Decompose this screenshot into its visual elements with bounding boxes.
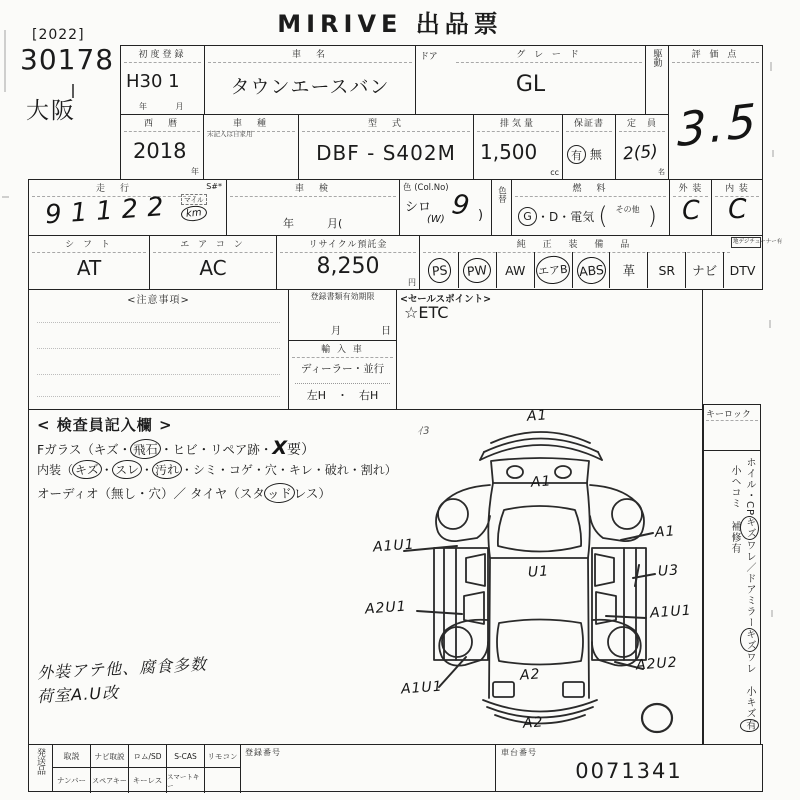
- fglass-circled-tobiishi: 飛石: [130, 438, 162, 460]
- damage-mark: A2: [522, 714, 545, 732]
- interior-sep1: ・: [100, 463, 113, 477]
- wheel-ware-mirror-label: ワレ／ドアミラー: [744, 540, 755, 629]
- notes-cell: [28, 289, 289, 410]
- spare-key-label: スペアキー: [92, 776, 127, 785]
- year-unit: 年: [191, 167, 199, 176]
- van-diagram: [29, 410, 704, 746]
- car-name-value: タウンエースバン: [230, 76, 390, 98]
- fglass-prefix: Fガラス（キズ・: [37, 442, 132, 457]
- import-handle-options: 左H ・ 右H: [306, 389, 379, 402]
- displacement-value: 1,500: [480, 140, 538, 164]
- equipment-item-abs: [572, 252, 610, 288]
- color-code-digit: 9: [449, 188, 472, 223]
- equipment-item-aw: [496, 252, 534, 288]
- grade-label: グ レ ー ド: [456, 46, 642, 63]
- shipping-item-torisetsu: [53, 745, 91, 768]
- color-cell: [399, 179, 492, 236]
- shipping-item-navi-torisetsu: [91, 745, 129, 768]
- inspector-header: < 検査員記入欄 >: [37, 416, 173, 434]
- interior-sep2: ・: [140, 463, 153, 477]
- capacity-cell: [615, 114, 669, 180]
- scan-artifact: [772, 150, 774, 157]
- registration-number-label: 登録番号: [245, 748, 281, 757]
- repair-label: 補修有: [729, 521, 740, 555]
- inspector-box: [28, 409, 703, 745]
- notes-ruled-line: [37, 348, 280, 349]
- number-plate-label: ナンバー: [56, 776, 87, 785]
- model-code-label: 型 式: [302, 115, 470, 132]
- auction-region: 大阪: [26, 98, 76, 124]
- scan-artifact: [4, 30, 6, 92]
- inspection-cell: [226, 179, 400, 236]
- fglass-mid: ・ヒビ・リペア跡・: [160, 442, 273, 457]
- equipment-airbag-circled: エアB: [535, 255, 571, 286]
- displacement-label: 排気量: [477, 115, 559, 132]
- first-registration-unit: 年 月: [139, 102, 190, 111]
- color-code-note: (W): [427, 214, 445, 225]
- fglass-suffix: 要）: [287, 442, 316, 458]
- registration-number-cell: [241, 745, 495, 791]
- interior-grade-label: 内 装: [715, 180, 759, 197]
- shipping-item-smart-key: [167, 768, 205, 793]
- mileage-km-circled: km: [180, 205, 207, 223]
- equipment-cell: [419, 235, 783, 290]
- first-registration-cell: [120, 45, 205, 115]
- scas-label: S-CAS: [174, 751, 197, 761]
- shift-value: AT: [76, 256, 102, 280]
- interior-grade-cell: [711, 179, 763, 236]
- lot-number: 30178: [20, 43, 115, 76]
- shipping-item-scas: [167, 745, 205, 768]
- car-name-label: 車 名: [208, 46, 412, 63]
- car-name-cell: [204, 45, 416, 115]
- use-type-cell: [203, 114, 299, 180]
- equipment-item-leather: [609, 252, 647, 288]
- small-dent-label: 小ヘコミ: [729, 465, 740, 509]
- interior-circled-yogore: 汚れ: [151, 459, 182, 480]
- score-value: 3.5: [677, 92, 759, 158]
- fglass-hand-x: X: [272, 437, 288, 459]
- mileage-label: 走 行: [32, 180, 196, 197]
- sidebar-vertical-notes: [706, 457, 758, 740]
- aircon-cell: [149, 235, 277, 290]
- sidebar-column: [703, 404, 761, 745]
- damage-mark: A1: [654, 523, 677, 541]
- first-registration-value: H30 1: [126, 71, 180, 92]
- sales-point-value: ☆ETC: [404, 303, 449, 322]
- capacity-value: 2(5): [622, 141, 659, 165]
- shipping-item-rom-sd: [129, 745, 167, 768]
- shift-cell: [28, 235, 150, 290]
- audio-tire-prefix: オーディオ（無し・穴）／ タイヤ（スタ: [37, 486, 265, 501]
- equipment-item-navi: [685, 252, 723, 288]
- grade-value: GL: [515, 72, 546, 97]
- warranty-cell: [562, 114, 616, 180]
- interior-prefix: 内装（: [37, 463, 74, 477]
- import-cell: [288, 340, 397, 410]
- shipping-label: 発送品: [35, 748, 45, 775]
- notes-ruled-line: [37, 322, 280, 323]
- equipment-item-airbag: [534, 252, 572, 288]
- fuel-other-options: ・D・電気: [537, 209, 595, 224]
- equipment-label: 純 正 装 備 品: [423, 236, 730, 253]
- interior-circled-sure: スレ: [111, 459, 142, 480]
- remocon-label: リモコン: [207, 751, 238, 761]
- exterior-grade-cell: [669, 179, 712, 236]
- color-change-label: 色替: [496, 186, 507, 203]
- docs-validity-unit: 月 日: [331, 326, 391, 337]
- fuel-paren-close: ): [647, 202, 657, 230]
- scan-artifact: [769, 320, 771, 328]
- lot-year: [2022]: [32, 27, 85, 43]
- damage-scribble: ｲ3: [416, 425, 431, 438]
- use-type-note: 未記入は自家用: [207, 130, 253, 138]
- damage-mark: A2: [519, 666, 542, 684]
- exterior-grade-value: C: [680, 195, 702, 227]
- year-label: 西 暦: [124, 115, 200, 132]
- keylock-label: キーロック: [706, 407, 758, 421]
- wheel-kizu-circled: キズ: [739, 516, 759, 541]
- mileage-mile-label: マイル: [181, 194, 207, 205]
- shipping-label-cell: [29, 745, 53, 791]
- notes-ruled-line: [37, 374, 280, 375]
- color-value: シロ: [405, 200, 432, 215]
- use-type-label: 車 種: [207, 115, 295, 132]
- scan-artifact: [2, 196, 9, 198]
- keyless-label: キーレス: [132, 776, 163, 785]
- color-change-cell: [491, 179, 512, 236]
- equipment-item-sr: [647, 252, 685, 288]
- first-registration-label: 初度登録: [124, 46, 201, 63]
- shipping-item-spare-key: [91, 768, 129, 793]
- mileage-unit-group: [181, 194, 207, 221]
- equipment-aw: AW: [505, 262, 526, 278]
- model-code-cell: [298, 114, 474, 180]
- displacement-unit: cc: [550, 168, 559, 177]
- damage-mark: U1: [527, 563, 550, 581]
- keylock-box: [704, 405, 760, 451]
- damage-mark: A2U2: [635, 654, 679, 674]
- fuel-paren-open: (: [598, 202, 608, 230]
- equipment-item-ps: [421, 252, 458, 288]
- notes-label: <注意事項>: [127, 295, 190, 306]
- wheel-cp-label: ホイル・CP: [744, 457, 755, 517]
- model-code-value: DBF - S402M: [316, 141, 456, 165]
- shift-label: シ フ ト: [32, 236, 146, 253]
- equipment-ps-circled: PS: [427, 257, 453, 284]
- equipment-tuner-note: 地デジチューナー有: [731, 237, 761, 248]
- score-label: 評 価 点: [672, 46, 759, 63]
- hand-circle-mark: [642, 704, 672, 732]
- small-scratch-label: 小キズ: [744, 686, 755, 720]
- mileage-cell: [28, 179, 227, 236]
- fuel-options: [518, 202, 657, 230]
- torisetsu-label: 取説: [63, 751, 80, 761]
- recycle-fee-unit: 円: [408, 278, 416, 287]
- fuel-other-label: その他: [615, 204, 640, 214]
- damage-mark: A1U1: [649, 602, 693, 622]
- mileage-s-label: S#*: [206, 182, 222, 191]
- equipment-navi: ナビ: [692, 263, 718, 278]
- equipment-abs-circled: ABS: [575, 255, 606, 284]
- damage-mark: A1: [530, 473, 553, 491]
- import-divider: [295, 383, 390, 384]
- smart-key-label: スマートキー: [167, 772, 200, 790]
- damage-mark: A1U1: [372, 536, 416, 556]
- equipment-leather: 革: [622, 263, 636, 278]
- color-label: 色 (Col.No): [403, 183, 449, 193]
- grade-cell: [415, 45, 646, 115]
- damage-mark: U3: [657, 562, 680, 580]
- aircon-label: エ ア コ ン: [153, 236, 273, 253]
- equipment-items: [421, 252, 761, 288]
- door-label: ドア: [420, 52, 438, 62]
- inspector-hand-note-1: 外装アテ他、腐食多数: [36, 654, 208, 683]
- equipment-pw-circled: PW: [462, 256, 492, 283]
- rom-sd-label: ロム/SD: [133, 751, 162, 761]
- mirror-ware-label: ワレ: [744, 652, 755, 675]
- color-paren: ): [478, 208, 484, 223]
- equipment-dtv: DTV: [729, 262, 756, 278]
- interior-rest: ・シミ・コゲ・穴・キレ・破れ・割れ）: [180, 463, 397, 477]
- scan-artifact: [770, 62, 772, 71]
- import-dealer-options: ディーラー・並行: [300, 363, 385, 375]
- interior-grade-value: C: [727, 193, 748, 226]
- damage-mark: A1: [526, 407, 549, 425]
- recycle-fee-value: 8,250: [316, 254, 380, 279]
- equipment-item-dtv: [723, 252, 761, 288]
- fuel-label: 燃 料: [515, 180, 666, 197]
- warranty-label: 保証書: [566, 115, 612, 132]
- shipping-item-remocon: [205, 745, 241, 768]
- warranty-yes-circled: 有: [567, 145, 586, 164]
- mirror-kizu-circled: キズ: [739, 628, 759, 653]
- equipment-item-pw: [458, 252, 496, 288]
- damage-mark: A2U1: [364, 598, 408, 618]
- shipping-items-box: [28, 744, 496, 792]
- inspection-label: 車 検: [230, 180, 396, 197]
- year-value: 2018: [133, 139, 187, 163]
- drive-cell: [645, 45, 669, 115]
- shipping-item-number: [53, 768, 91, 793]
- equipment-sr: SR: [658, 262, 676, 278]
- mileage-value: 91122: [44, 191, 174, 231]
- drive-label: 駆動: [651, 49, 662, 67]
- fuel-gasoline-circled: G: [518, 207, 537, 226]
- fuel-cell: [511, 179, 670, 236]
- year-cell: [120, 114, 204, 180]
- damage-mark: A1U1: [400, 678, 444, 698]
- audio-tire-suffix: レス）: [293, 486, 331, 501]
- inspector-hand-note-2: 荷室A.U改: [36, 682, 120, 707]
- navi-torisetsu-label: ナビ取説: [94, 751, 125, 761]
- sales-point-label: <セールスポイント>: [400, 294, 492, 305]
- shipping-item-keyless: [129, 768, 167, 793]
- chassis-number-box: [495, 744, 763, 792]
- score-cell: [668, 45, 763, 180]
- warranty-no: 無: [589, 147, 602, 162]
- displacement-cell: [473, 114, 563, 180]
- notes-ruled-line: [37, 396, 280, 397]
- small-scratch-circled: 有: [740, 719, 760, 733]
- tire-circled-stud: ッド: [263, 482, 295, 504]
- exterior-grade-label: 外 装: [673, 180, 708, 197]
- chassis-number-label: 車台番号: [501, 748, 537, 757]
- capacity-unit: 名: [658, 168, 665, 176]
- interior-circled-kizu: キズ: [72, 459, 103, 480]
- aircon-value: AC: [199, 256, 227, 280]
- docs-validity-cell: [288, 289, 397, 341]
- docs-validity-label: 登録書類有効期限: [310, 292, 375, 301]
- capacity-label: 定 員: [619, 115, 665, 132]
- recycle-fee-label: リサイクル預託金: [280, 236, 416, 253]
- sales-point-cell: [396, 289, 703, 410]
- import-label: 輸 入 車: [292, 341, 393, 358]
- scan-artifact: [771, 610, 773, 617]
- page-title: MIRIVE 出品票: [277, 10, 503, 38]
- chassis-number-value: 0071341: [575, 759, 683, 783]
- inspection-unit: 年 月(: [283, 217, 343, 230]
- warranty-options: [567, 145, 602, 164]
- recycle-fee-cell: [276, 235, 420, 290]
- shipping-item-empty: [205, 768, 241, 793]
